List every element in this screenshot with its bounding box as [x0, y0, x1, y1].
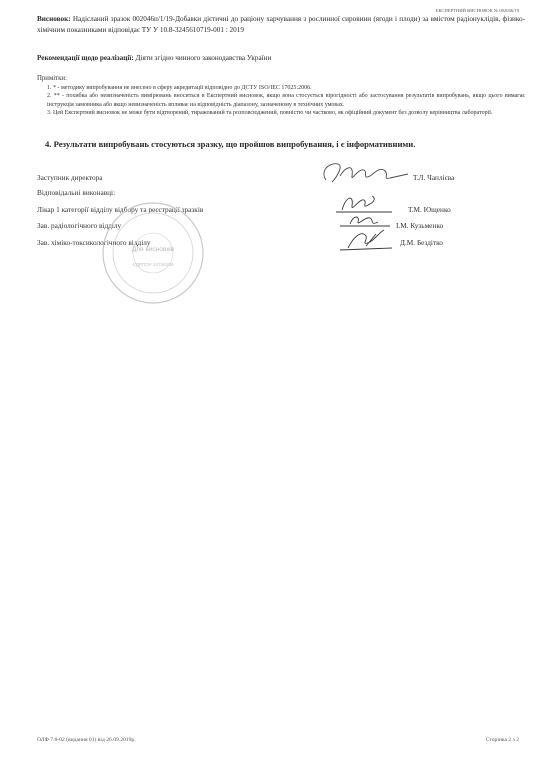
responsible-executors-label: Відповідальні виконавці: — [37, 188, 116, 197]
results-statement: 4. Результати випробувань стосуються зразку, що пройшов випробування, і є інформативними. — [45, 139, 416, 149]
conclusion-block — [37, 14, 525, 35]
conclusion-label: Висновок: — [37, 15, 71, 23]
round-stamp — [98, 198, 208, 308]
signatory-1-name: Т.М. Ющенко — [408, 205, 451, 214]
deputy-director-label: Заступник директора — [37, 173, 103, 182]
deputy-signature — [318, 158, 410, 188]
note-item: 1. * - методику випробування не внесено в сферу акредитації відповідно до ДСТУ ISO/IEC 17025:2006. — [47, 85, 312, 92]
signatory-1-label: Лікар 1 категорії відділу відбору та реєстрації зразків — [37, 205, 204, 214]
signatory-3-signature — [336, 226, 398, 254]
note-item: 3. Цей Експертний висновок не може бути відтворений, тиражований та розповсюджений, повністю чи частково, як офіційний документ без дозволу керівництва лабораторії. — [47, 109, 493, 116]
signatory-2-label: Зав. радіологічного відділу — [37, 221, 122, 230]
notes-section — [37, 75, 525, 117]
recommendations-block — [37, 53, 525, 64]
recommendations-text: Діяти згідно чинного законодавства України — [135, 54, 272, 62]
recommendations-label: Рекомендації щодо реалізації: — [37, 54, 134, 62]
signatory-2-name: І.М. Кузьменко — [396, 221, 444, 230]
conclusion-text: Надісланий зразок 002046п/1/19-Добавки дієтичні до раціону харчування з рослинної сировини (ягоди і плоди) за вмістом радіонуклідів, фізико-хімічним показниками відповідає ТУ У 10.8-3245610719-001 : 2019 — [37, 15, 525, 34]
notes-title: Примітки: — [37, 75, 67, 82]
signatory-3-name: Д.М. Бездітко — [400, 238, 443, 247]
signatory-3-label: Зав. хіміко-токсикологічного відділу — [37, 238, 151, 247]
deputy-director-name: Т.Л. Чаплієва — [413, 173, 455, 182]
header-doc-ref: ЕКСПЕРТНИЙ ВИСНОВОК № 002046/19 — [435, 8, 519, 13]
stamp-code-text: ЄДРПОУ 24748189 — [132, 262, 174, 267]
footer-page-label: Сторінка 2 з 2 — [485, 737, 519, 743]
stamp-center-text: Для висновків — [131, 246, 175, 253]
footer-form-code: ОЛФ 7.8-02 (видання 01) від 26.09.2019р. — [37, 737, 136, 743]
note-item: 2. ** - похибка або невизначеність вимірювань вноситься в Експертний висновок, якщо вона стосується вірогідності або застосування результатів випробувань, якщо цього вимагає інструкція замовника або якщо невизначеність впливає на відповідність діапазону, зазначеному в технічних умовах. — [47, 93, 525, 108]
